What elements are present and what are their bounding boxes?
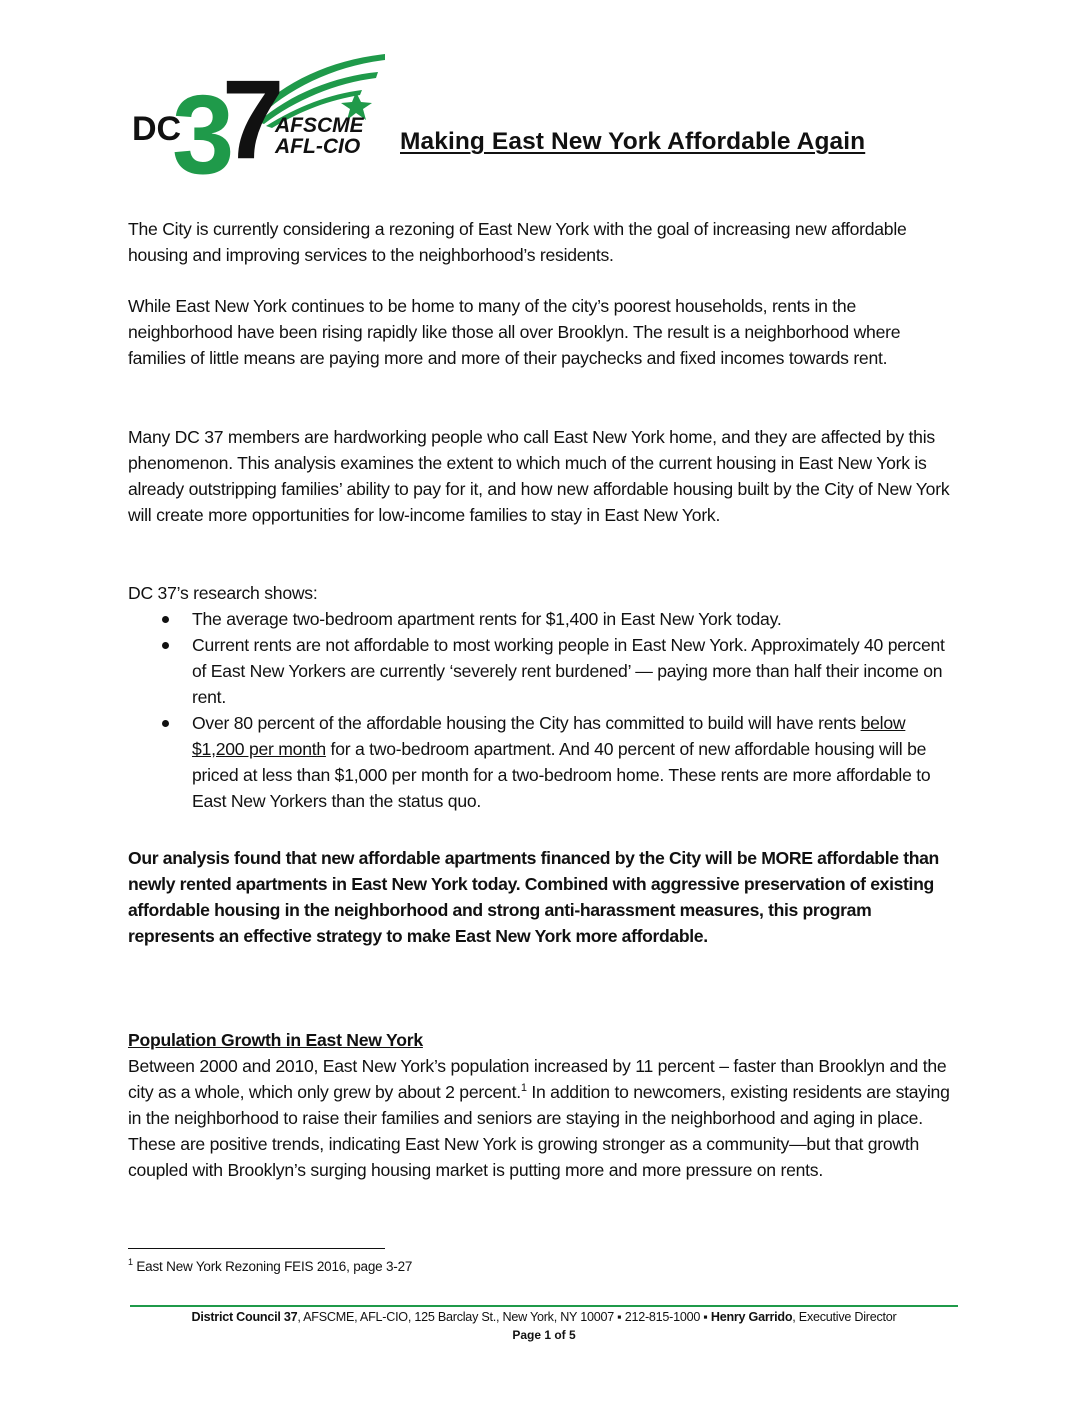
population-text-post: In addition to newcomers, existing residents are staying in the neighborhood to raise their families and seniors are staying in the neighborhood and aging in place. These are positive trends, indicating East New York is growing stronger as a community—but that growth coupled with Brooklyn’s surging housing market is putting more and more pressure on rents. bbox=[128, 1082, 950, 1180]
footer-address: , AFSCME, AFL-CIO, 125 Barclay St., New York, NY 10007 ▪ 212-815-1000 ▪ bbox=[297, 1310, 711, 1324]
document-title: Making East New York Affordable Again bbox=[400, 128, 866, 155]
footnote bbox=[128, 1258, 412, 1276]
bullet-icon bbox=[162, 720, 169, 727]
list-item-text: The average two-bedroom apartment rents for $1,400 in East New York today. bbox=[192, 609, 782, 629]
underlined-rent-threshold: below $1,200 per month bbox=[192, 713, 906, 759]
list-item bbox=[128, 632, 958, 710]
list-item-text: Current rents are not affordable to most working people in East New York. Approximately 40 percent of East New Yorkers are currently ‘severely rent burdened’ — paying more than half their income on rent. bbox=[192, 635, 945, 707]
research-intro: DC 37’s research shows: bbox=[128, 583, 318, 603]
bullet-icon bbox=[162, 616, 169, 623]
dc37-logo bbox=[130, 48, 390, 178]
bullet-icon bbox=[162, 642, 169, 649]
research-findings-list bbox=[128, 606, 958, 814]
footnote-text: East New York Rezoning FEIS 2016, page 3-27 bbox=[136, 1259, 413, 1274]
list-item-text-pre: Over 80 percent of the affordable housing the City has committed to build will have rents bbox=[192, 713, 861, 733]
dc37-logo-icon bbox=[130, 48, 390, 178]
intro-paragraph: The City is currently considering a rezoning of East New York with the goal of increasing new affordable housing and improving services to the neighborhood’s residents. bbox=[128, 219, 907, 265]
rents-paragraph: While East New York continues to be home to many of the city’s poorest households, rents in the neighborhood have been rising rapidly like those all over Brooklyn. The result is a neighborhood where families of little means are paying more and more of their paychecks and fixed incomes towards rent. bbox=[128, 296, 901, 368]
footer-contact bbox=[130, 1309, 958, 1325]
list-item bbox=[128, 710, 958, 814]
section-heading: Population Growth in East New York bbox=[128, 1030, 423, 1050]
logo-three-text: 3 bbox=[172, 72, 235, 178]
logo-seven-text: 7 bbox=[222, 57, 285, 178]
footnote-number: 1 bbox=[128, 1257, 133, 1267]
population-paragraph bbox=[128, 1053, 958, 1183]
logo-dc-text: DC bbox=[132, 110, 182, 148]
footer-org-name: District Council 37 bbox=[191, 1310, 298, 1324]
members-paragraph: Many DC 37 members are hardworking people who call East New York home, and they are affected by this phenomenon. This analysis examines the extent to which much of the current housing in East New York is already outstripping families’ ability to pay for it, and how new affordable housing built by the City of New York will create more opportunities for low-income families to stay in East New York. bbox=[128, 427, 950, 525]
logo-aflcio-text: AFL-CIO bbox=[275, 135, 361, 158]
footer-divider bbox=[130, 1305, 958, 1307]
list-item-text-post: for a two-bedroom apartment. And 40 percent of new affordable housing will be priced at less than $1,000 per month for a two-bedroom home. These rents are more affordable to East New Yorkers than the status quo. bbox=[192, 739, 931, 811]
footer-director-name: Henry Garrido bbox=[710, 1310, 793, 1324]
page-number: Page 1 of 5 bbox=[512, 1328, 576, 1342]
list-item bbox=[128, 606, 958, 632]
footnote-divider bbox=[128, 1248, 385, 1249]
population-text-pre: Between 2000 and 2010, East New York’s population increased by 11 percent – faster than Brooklyn and the city as a whole, which only grew by about 2 percent. bbox=[128, 1056, 947, 1102]
conclusion-paragraph: Our analysis found that new affordable apartments financed by the City will be MORE affordable than newly rented apartments in East New York today. Combined with aggressive preservation of existing affordable housing in the neighborhood and strong anti-harassment measures, this program represents an effective strategy to make East New York more affordable. bbox=[128, 848, 939, 946]
logo-afscme-text: AFSCME bbox=[275, 114, 364, 137]
footer-director-title: , Executive Director bbox=[792, 1310, 897, 1324]
footnote-reference[interactable]: 1 bbox=[520, 1082, 527, 1094]
